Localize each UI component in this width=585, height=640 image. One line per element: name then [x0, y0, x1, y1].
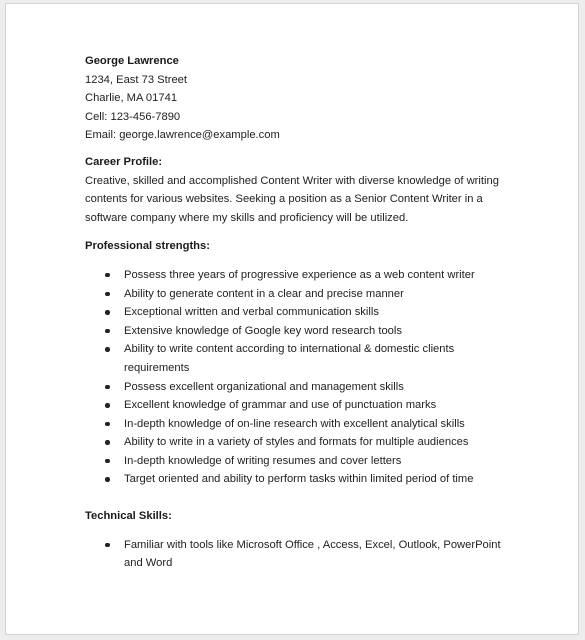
technical-skills-list — [85, 536, 505, 573]
contact-cell: Cell: 123-456-7890 — [85, 110, 181, 123]
career-profile-line: contents for various websites. Seeking a position as a Senior Content Writer in a — [85, 193, 483, 206]
professional-strengths-list — [85, 266, 505, 489]
contact-street: 1234, East 73 Street — [85, 73, 187, 86]
strength-item — [85, 452, 505, 471]
strength-item-text: Extensive knowledge of Google key word research tools — [124, 324, 402, 337]
strength-item — [85, 470, 505, 489]
strength-item — [85, 285, 505, 304]
career-profile-heading: Career Profile: — [85, 155, 163, 168]
strength-item — [85, 322, 505, 341]
strength-item-text: Possess three years of progressive experience as a web content writer — [124, 268, 475, 281]
resume-page — [5, 3, 579, 635]
skill-item-text: Familiar with tools like Microsoft Office , Access, Excel, Outlook, PowerPoint — [124, 538, 501, 551]
strength-item — [85, 303, 505, 322]
strength-item — [85, 415, 505, 434]
strength-item — [85, 396, 505, 415]
strength-item — [85, 433, 505, 452]
strength-item-text: Ability to write content according to international & domestic clients — [124, 343, 455, 356]
professional-strengths-section — [85, 237, 505, 489]
strength-item-text: Ability to write in a variety of styles and formats for multiple audiences — [124, 436, 469, 449]
career-profile-text — [85, 172, 505, 228]
skill-item — [85, 536, 505, 573]
technical-skills-heading: Technical Skills: — [85, 510, 172, 523]
career-profile-section — [85, 153, 505, 227]
resume-content — [85, 52, 505, 573]
professional-strengths-heading: Professional strengths: — [85, 240, 210, 253]
technical-skills-section — [85, 507, 505, 573]
skill-item-text-continued: and Word — [124, 557, 173, 570]
contact-city: Charlie, MA 01741 — [85, 92, 178, 105]
strength-item-text: Ability to generate content in a clear and precise manner — [124, 287, 404, 300]
career-profile-line: software company where my skills and proficiency will be utilized. — [85, 211, 409, 224]
strength-item-text: Possess excellent organizational and management skills — [124, 380, 404, 393]
strength-item-text: Exceptional written and verbal communication skills — [124, 306, 379, 319]
strength-item-text: In-depth knowledge of writing resumes and cover letters — [124, 454, 402, 467]
strength-item — [85, 266, 505, 285]
contact-block — [85, 52, 505, 145]
strength-item-text-continued: requirements — [124, 361, 190, 374]
strength-item-text: In-depth knowledge of on-line research with excellent analytical skills — [124, 417, 465, 430]
strength-item — [85, 378, 505, 397]
contact-email: Email: george.lawrence@example.com — [85, 129, 280, 142]
strength-item — [85, 340, 505, 377]
strength-item-text: Excellent knowledge of grammar and use of punctuation marks — [124, 399, 437, 412]
strength-item-text: Target oriented and ability to perform tasks within limited period of time — [124, 473, 474, 486]
career-profile-line: Creative, skilled and accomplished Content Writer with diverse knowledge of writing — [85, 174, 499, 187]
contact-name: George Lawrence — [85, 55, 179, 67]
